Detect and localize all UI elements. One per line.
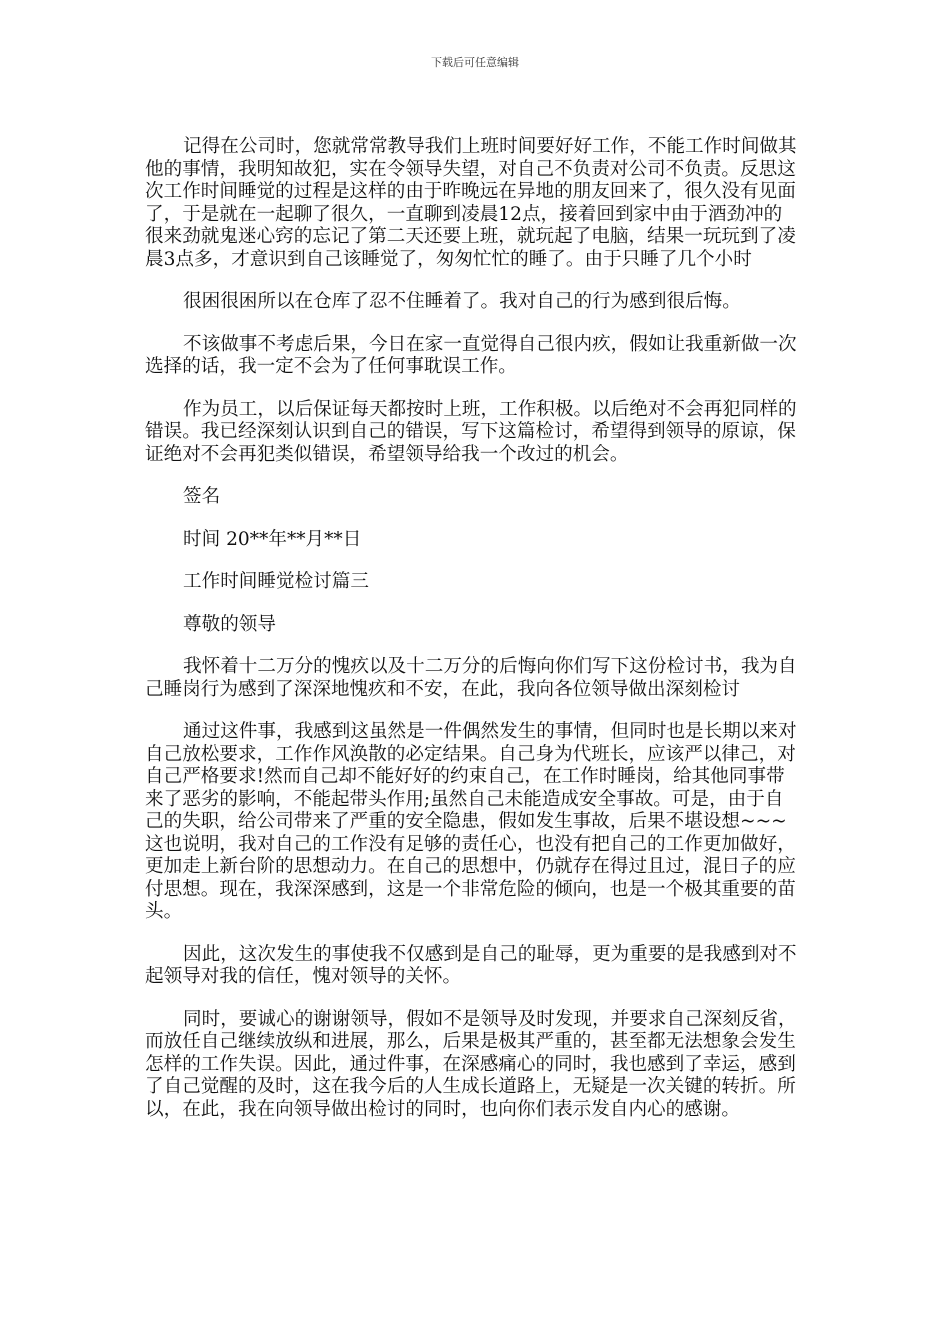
paragraph-7: 因此，这次发生的事使我不仅感到是自己的耻辱，更为重要的是我感到对不起领导对我的信任，愧对领导的关怀。	[145, 943, 797, 987]
paragraph-1: 记得在公司时，您就常常教导我们上班时间要好好工作，不能工作时间做其他的事情，我明知故犯，实在令领导失望，对自己不负责对公司不负责。反思这次工作时间睡觉的过程是这样的由于昨晚远在异地的朋友回来了，很久没有见面了，于是就在一起聊了很久，一直聊到凌晨12点，接着回到家中由于酒劲冲的很来劲就鬼迷心窍的忘记了第二天还要上班，就玩起了电脑，结果一玩玩到了凌晨3点多，才意识到自己该睡觉了，匆匆忙忙的睡了。由于只睡了几个小时	[145, 136, 797, 270]
paragraph-4: 作为员工，以后保证每天都按时上班，工作积极。以后绝对不会再犯同样的错误。我已经深刻认识到自己的错误，写下这篇检讨，希望得到领导的原谅，保证绝对不会再犯类似错误，希望领导给我一个改过的机会。	[145, 398, 797, 465]
paragraph-8: 同时，要诚心的谢谢领导，假如不是领导及时发现，并要求自己深刻反省，而放任自己继续放纵和进展，那么，后果是极其严重的，甚至都无法想象会发生怎样的工作失误。因此，通过件事，在深感痛心的同时，我也感到了幸运，感到了自己觉醒的及时，这在我今后的人生成长道路上，无疑是一次关键的转折。所以，在此，我在向领导做出检讨的同时，也向你们表示发自内心的感谢。	[145, 1008, 797, 1120]
section-title: 工作时间睡觉检讨篇三	[183, 571, 369, 592]
signature-label: 签名	[183, 486, 221, 507]
document-body	[145, 136, 799, 1141]
date-line: 时间 20**年**月**日	[183, 528, 362, 550]
paragraph-3: 不该做事不考虑后果，今日在家一直觉得自己很内疚，假如让我重新做一次选择的话，我一定不会为了任何事耽误工作。	[145, 333, 797, 377]
paragraph-6: 通过这件事，我感到这虽然是一件偶然发生的事情，但同时也是长期以来对自己放松要求，工作作风涣散的必定结果。自己身为代班长，应该严以律己，对自己严格要求!然而自己却不能好好的约束自己，在工作时睡岗，给其他同事带来了恶劣的影响，不能起带头作用;虽然自己未能造成安全事故。可是，由于自己的失职，给公司带来了严重的安全隐患，假如发生事故，后果不堪设想~~~这也说明，我对自己的工作没有足够的责任心，也没有把自己的工作更加做好，更加走上新台阶的思想动力。在自己的思想中，仍就存在得过且过，混日子的应付思想。现在，我深深感到，这是一个非常危险的倾向，也是一个极其重要的苗头。	[145, 721, 797, 922]
salutation: 尊敬的领导	[183, 613, 276, 635]
header-note: 下载后可任意编辑	[431, 56, 519, 69]
paragraph-2: 很困很困所以在仓库了忍不住睡着了。我对自己的行为感到很后悔。	[183, 291, 741, 312]
paragraph-5: 我怀着十二万分的愧疚以及十二万分的后悔向你们写下这份检讨书，我为自己睡岗行为感到了深深地愧疚和不安，在此，我向各位领导做出深刻检讨	[145, 656, 797, 700]
